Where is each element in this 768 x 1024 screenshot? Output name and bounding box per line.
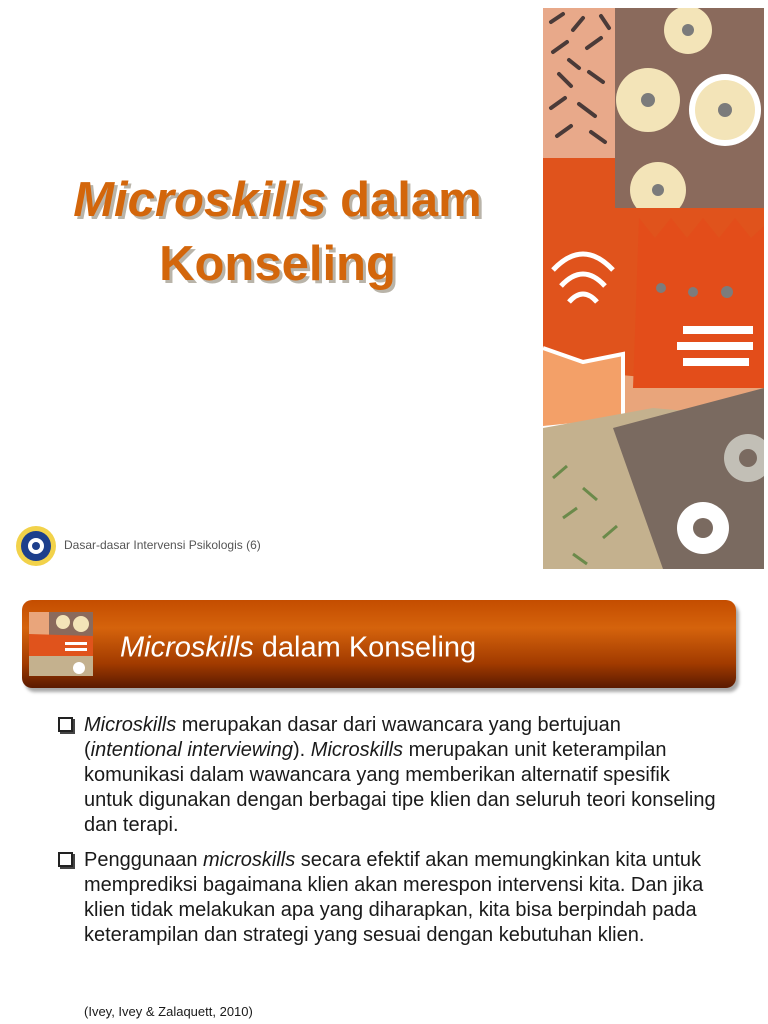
- banner-title: [120, 632, 476, 665]
- banner-title-rest: dalam Konseling: [253, 631, 477, 664]
- factory-collage-thumbnail: [29, 612, 93, 676]
- bullet-text-italic: Microskills: [310, 739, 404, 761]
- bullet-text-italic: intentional interviewing: [90, 739, 294, 761]
- citation: (Ivey, Ivey & Zalaquett, 2010): [84, 1004, 253, 1019]
- slide-title: [20, 168, 535, 296]
- bullet-text: Penggunaan: [84, 849, 204, 871]
- footer-course-title: Dasar-dasar Intervensi Psikologis (6): [64, 538, 261, 552]
- checkbox-bullet-icon: [58, 852, 73, 867]
- title-banner: [22, 600, 736, 688]
- content-slide: [0, 580, 768, 1024]
- bullet-text-italic: microskills: [203, 849, 296, 871]
- title-italic-word: Microskills: [73, 173, 327, 227]
- title-line2: Konseling: [159, 237, 396, 291]
- bullet-text: secara efektif akan memungkinkan kita untuk memprediksi bagaimana klien akan merespon intervensi kita. Dan jika klien tidak melakukan apa yang diharapkan, kita bisa berpindah pada keterampilan dan strategi yang sesuai dengan kebutuhan klien.: [84, 849, 704, 946]
- bullet-text: merupakan dasar dari wawancara yang bertujuan (: [84, 714, 621, 761]
- bullet-list: [58, 713, 718, 958]
- checkbox-bullet-icon: [58, 717, 73, 732]
- bullet-text-italic: Microskills: [84, 714, 177, 736]
- bullet-item: [58, 713, 718, 838]
- bullet-text: merupakan unit keterampilan komunikasi dalam wawancara yang memberikan alternatif spesifik untuk digunakan dengan berbagai tipe klien dan seluruh teori konseling dan terapi.: [84, 739, 716, 836]
- banner-title-italic: Microskills: [120, 631, 254, 664]
- factory-collage-illustration: [543, 8, 764, 569]
- university-seal-logo: [15, 525, 57, 567]
- bullet-text: ).: [293, 739, 311, 761]
- title-line1-rest: dalam: [326, 173, 482, 227]
- bullet-item: [58, 848, 718, 948]
